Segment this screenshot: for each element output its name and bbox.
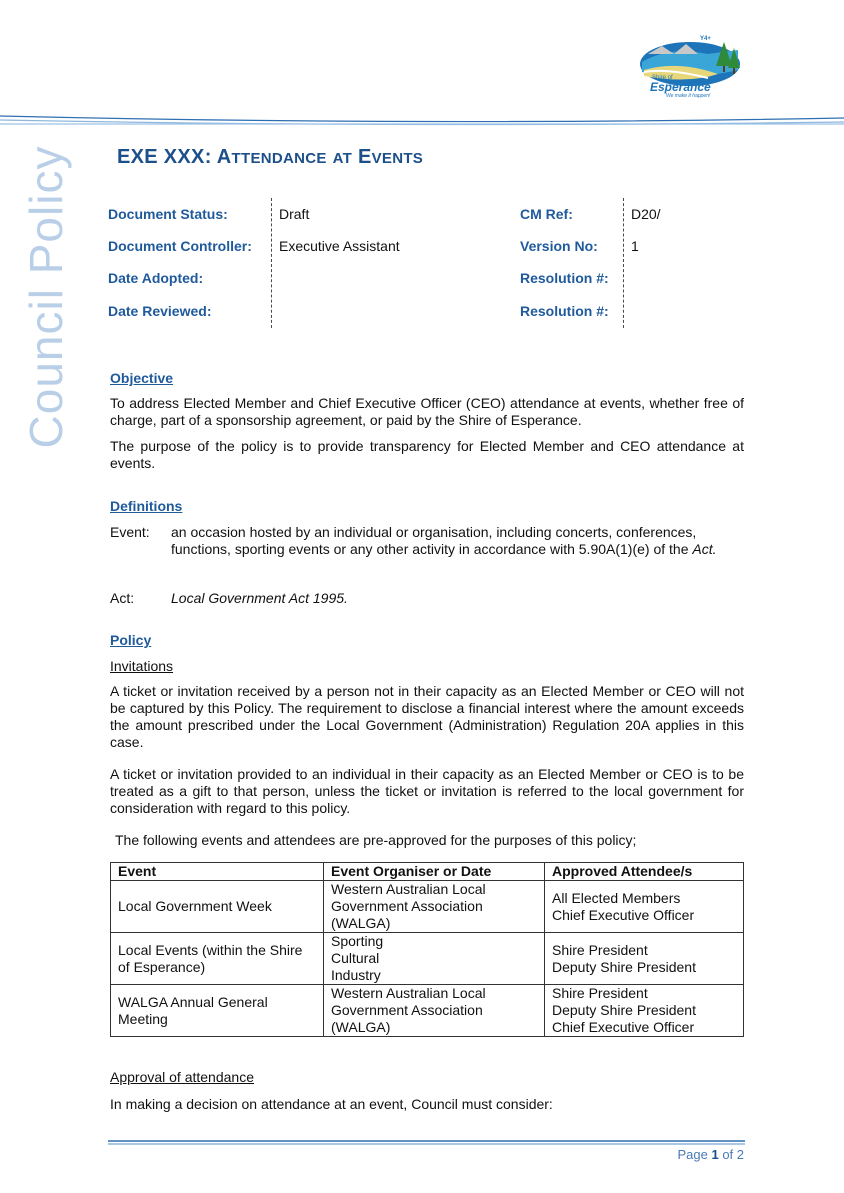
side-title: Council Policy — [20, 145, 72, 449]
version-label: Version No: — [520, 238, 598, 254]
controller-label: Document Controller: — [108, 238, 252, 254]
meta-divider-right — [623, 198, 624, 328]
footer-rule — [108, 1140, 745, 1146]
policy-p1: A ticket or invitation received by a person not in their capacity as an Elected Member or CEO will not be captured by this Policy. The requirement to disclose a financial interest where the amount exceeds the amount prescribed under the Local Government (Administration) Regulation 20A applies in this case. — [110, 683, 744, 750]
cmref-label: CM Ref: — [520, 206, 573, 222]
adopted-label: Date Adopted: — [108, 270, 204, 286]
page-number: Page 1 of 2 — [677, 1147, 744, 1162]
cell-attendees: Shire President Deputy Shire President Chief Executive Officer — [545, 985, 744, 1037]
approval-p1: In making a decision on attendance at an event, Council must consider: — [110, 1096, 553, 1112]
objective-p2: The purpose of the policy is to provide transparency for Elected Member and CEO attendance at events. — [110, 438, 744, 471]
act-term: Act: — [110, 590, 135, 606]
objective-p1: To address Elected Member and Chief Executive Officer (CEO) attendance at events, whether free of charge, part of a sponsorship agreement, or paid by the Shire of Esperance. — [110, 395, 744, 428]
invitations-heading: Invitations — [110, 658, 174, 674]
shire-logo — [638, 36, 748, 102]
th-event: Event — [111, 863, 324, 881]
header-rule — [0, 112, 844, 132]
events-table — [110, 862, 744, 1037]
reviewed-label: Date Reviewed: — [108, 303, 212, 319]
status-label: Document Status: — [108, 206, 228, 222]
cell-event: Local Government Week — [111, 881, 324, 933]
resolution1-label: Resolution #: — [520, 270, 609, 286]
cell-event: Local Events (within the Shire of Esperance) — [111, 933, 324, 985]
table-row — [111, 881, 744, 933]
logo-badge: Y4+ — [700, 36, 711, 42]
definitions-heading: Definitions — [110, 498, 183, 514]
cell-attendees: Shire President Deputy Shire President — [545, 933, 744, 985]
table-row — [111, 933, 744, 985]
cell-attendees: All Elected Members Chief Executive Officer — [545, 881, 744, 933]
objective-heading: Objective — [110, 370, 174, 386]
cell-organiser: Sporting Cultural Industry — [324, 933, 545, 985]
policy-heading: Policy — [110, 632, 152, 648]
table-row — [111, 985, 744, 1037]
cell-organiser: Western Australian Local Government Association (WALGA) — [324, 985, 545, 1037]
logo-line1: Shire of — [652, 75, 673, 81]
policy-p2: A ticket or invitation provided to an individual in their capacity as an Elected Member or CEO is to be treated as a gift to that person, unless the ticket or invitation is referred to the local government for consideration with regard to this policy. — [110, 766, 744, 816]
cmref-value: D20/ — [631, 206, 661, 222]
act-definition: Local Government Act 1995. — [171, 590, 348, 606]
status-value: Draft — [279, 206, 310, 222]
cell-event: WALGA Annual General Meeting — [111, 985, 324, 1037]
event-definition: an occasion hosted by an individual or organisation, including concerts, conferences, functions, sporting events or any other activity in accordance with 5.90A(1)(e) of the Act. — [171, 524, 717, 557]
policy-p3: The following events and attendees are pre-approved for the purposes of this policy; — [115, 832, 637, 848]
th-organiser: Event Organiser or Date — [324, 863, 545, 881]
controller-value: Executive Assistant — [279, 238, 400, 254]
cell-organiser: Western Australian Local Government Association (WALGA) — [324, 881, 545, 933]
resolution2-label: Resolution #: — [520, 303, 609, 319]
th-attendees: Approved Attendee/s — [545, 863, 744, 881]
approval-heading: Approval of attendance — [110, 1069, 254, 1085]
page-title: EXE XXX: ATTENDANCE AT EVENTS — [117, 146, 424, 168]
version-value: 1 — [631, 238, 639, 254]
logo-line2: Esperance — [650, 80, 711, 94]
event-term: Event: — [110, 524, 150, 540]
meta-divider-left — [271, 198, 272, 328]
logo-tagline: We make it happen! — [666, 93, 711, 99]
